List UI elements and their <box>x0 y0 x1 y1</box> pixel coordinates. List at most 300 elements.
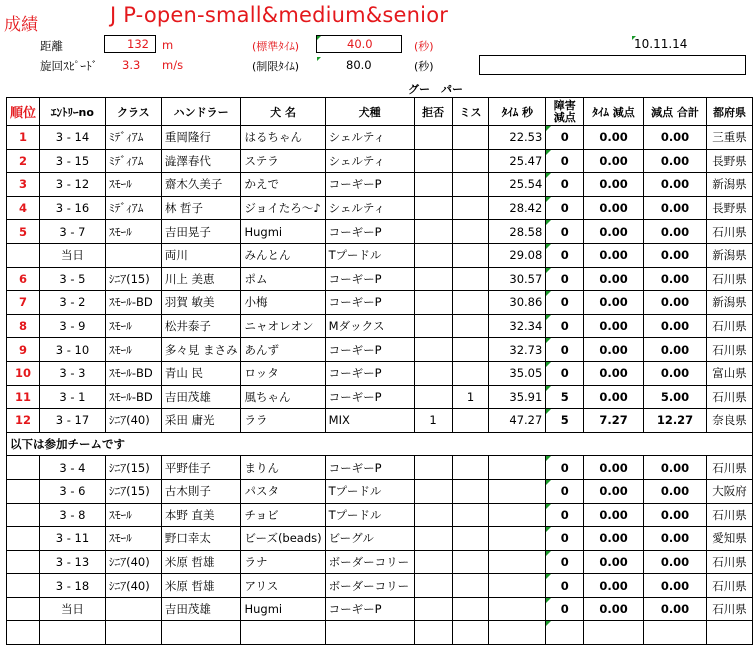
miss-cell <box>452 574 489 598</box>
distance-unit: m <box>162 38 174 52</box>
time-penalty-cell: 0.00 <box>584 527 644 551</box>
rank-cell <box>7 597 40 621</box>
class-cell: ｽﾓｰﾙ-BD <box>105 385 161 409</box>
entry-cell: 3 - 17 <box>40 409 106 433</box>
miss-cell <box>452 527 489 551</box>
handler-cell: 本野 直美 <box>161 503 241 527</box>
breed-cell: シェルティ <box>325 126 414 150</box>
total-cell: 0.00 <box>644 503 707 527</box>
entry-cell: 3 - 2 <box>40 291 106 315</box>
empty-cell <box>452 621 489 645</box>
table-row <box>7 361 753 385</box>
limit-time-unit: (秒) <box>414 60 434 73</box>
pref-cell: 奈良県 <box>706 409 752 433</box>
rank-cell: 11 <box>7 385 40 409</box>
pref-cell: 新潟県 <box>706 243 752 267</box>
pref-cell: 石川県 <box>706 338 752 362</box>
table-row <box>7 409 753 433</box>
obstacle-cell: 5 <box>546 385 584 409</box>
dog-cell: ラナ <box>241 550 325 574</box>
obstacle-cell: 0 <box>546 267 584 291</box>
table-row <box>7 550 753 574</box>
pref-cell: 石川県 <box>706 574 752 598</box>
col-miss: ミス <box>452 98 489 126</box>
obstacle-cell: 0 <box>546 574 584 598</box>
pref-cell: 三重県 <box>706 126 752 150</box>
rank-cell <box>7 503 40 527</box>
miss-cell <box>452 550 489 574</box>
miss-cell <box>452 456 489 480</box>
std-time-label: (標準ﾀｲﾑ) <box>252 40 300 53</box>
obstacle-cell: 0 <box>546 456 584 480</box>
entry-cell: 3 - 14 <box>40 126 106 150</box>
distance-value: 132 <box>127 37 149 51</box>
entry-cell: 3 - 16 <box>40 196 106 220</box>
refusal-cell <box>414 291 452 315</box>
obstacle-cell: 0 <box>546 550 584 574</box>
speed-value: 3.3 <box>122 58 141 72</box>
handler-cell: 采田 庸光 <box>161 409 241 433</box>
entry-cell: 当日 <box>40 597 106 621</box>
distance-input[interactable] <box>104 35 156 53</box>
total-cell: 0.00 <box>644 338 707 362</box>
class-cell: ｽﾓｰﾙ-BD <box>105 291 161 315</box>
refusal-cell <box>414 338 452 362</box>
handler-cell: 重岡隆行 <box>161 126 241 150</box>
class-cell: ﾐﾃﾞｨｱﾑ <box>105 149 161 173</box>
miss-cell <box>452 220 489 244</box>
obstacle-cell: 0 <box>546 503 584 527</box>
rank-cell: 7 <box>7 291 40 315</box>
table-row <box>7 267 753 291</box>
time-penalty-cell: 0.00 <box>584 456 644 480</box>
time-cell <box>489 574 546 598</box>
empty-cell <box>241 621 325 645</box>
dog-cell: 小梅 <box>241 291 325 315</box>
time-penalty-cell: 7.27 <box>584 409 644 433</box>
obstacle-cell: 0 <box>546 149 584 173</box>
speed-label: 旋回ｽﾋﾟｰﾄﾞ <box>40 59 98 73</box>
dog-cell: Hugmi <box>241 220 325 244</box>
total-cell: 0.00 <box>644 361 707 385</box>
rank-cell: 8 <box>7 314 40 338</box>
total-cell: 5.00 <box>644 385 707 409</box>
time-penalty-cell: 0.00 <box>584 267 644 291</box>
dog-cell: ニャオレオン <box>241 314 325 338</box>
obstacle-cell: 0 <box>546 126 584 150</box>
rank-cell: 4 <box>7 196 40 220</box>
refusal-cell <box>414 527 452 551</box>
total-cell: 12.27 <box>644 409 707 433</box>
table-row <box>7 479 753 503</box>
miss-cell <box>452 314 489 338</box>
refusal-cell <box>414 550 452 574</box>
total-cell: 0.00 <box>644 196 707 220</box>
time-cell: 28.58 <box>489 220 546 244</box>
miss-cell <box>452 409 489 433</box>
time-penalty-cell: 0.00 <box>584 550 644 574</box>
col-obstacle: 障害減点 <box>546 98 584 126</box>
entry-cell: 3 - 13 <box>40 550 106 574</box>
obstacle-cell: 0 <box>546 361 584 385</box>
handler-cell: 羽賀 敏美 <box>161 291 241 315</box>
rank-cell: 12 <box>7 409 40 433</box>
table-header-row <box>7 98 753 126</box>
event-title: J P-open-small&medium&senior <box>110 3 449 27</box>
col-class: クラス <box>105 98 161 126</box>
obstacle-cell: 0 <box>546 479 584 503</box>
miss-cell <box>452 126 489 150</box>
miss-cell <box>452 361 489 385</box>
miss-cell <box>452 149 489 173</box>
breed-cell: Tプードル <box>325 479 414 503</box>
table-row <box>7 503 753 527</box>
refusal-cell <box>414 149 452 173</box>
time-cell <box>489 479 546 503</box>
class-cell: ｽﾓｰﾙ <box>105 314 161 338</box>
breed-cell: Mダックス <box>325 314 414 338</box>
total-cell: 0.00 <box>644 126 707 150</box>
date-text: 10.11.14 <box>634 37 688 51</box>
dog-cell: Hugmi <box>241 597 325 621</box>
class-cell <box>105 243 161 267</box>
time-cell: 29.08 <box>489 243 546 267</box>
breed-cell: コーギーP <box>325 456 414 480</box>
rank-cell: 3 <box>7 173 40 197</box>
total-cell: 0.00 <box>644 220 707 244</box>
time-penalty-cell: 0.00 <box>584 173 644 197</box>
time-cell: 35.05 <box>489 361 546 385</box>
pref-cell: 石川県 <box>706 314 752 338</box>
table-row <box>7 574 753 598</box>
class-cell <box>105 597 161 621</box>
total-cell: 0.00 <box>644 479 707 503</box>
table-row <box>7 314 753 338</box>
pref-cell: 石川県 <box>706 597 752 621</box>
handler-cell: 古木則子 <box>161 479 241 503</box>
handler-cell: 齋木久美子 <box>161 173 241 197</box>
table-row <box>7 597 753 621</box>
table-row <box>7 456 753 480</box>
rank-cell <box>7 479 40 503</box>
dog-cell: ポム <box>241 267 325 291</box>
miss-cell <box>452 267 489 291</box>
time-cell <box>489 503 546 527</box>
entry-cell: 3 - 8 <box>40 503 106 527</box>
breed-cell: MIX <box>325 409 414 433</box>
pref-cell: 富山県 <box>706 361 752 385</box>
time-cell <box>489 527 546 551</box>
dog-cell: アリス <box>241 574 325 598</box>
time-cell: 32.73 <box>489 338 546 362</box>
total-cell: 0.00 <box>644 550 707 574</box>
handler-cell: 平野佳子 <box>161 456 241 480</box>
time-penalty-cell: 0.00 <box>584 243 644 267</box>
time-penalty-cell: 0.00 <box>584 126 644 150</box>
col-entry: ｴﾝﾄﾘｰno <box>40 98 106 126</box>
handler-cell: 吉田晃子 <box>161 220 241 244</box>
miss-cell <box>452 291 489 315</box>
handler-cell: 野口幸太 <box>161 527 241 551</box>
class-cell: ｼﾆｱ(15) <box>105 479 161 503</box>
total-cell: 0.00 <box>644 243 707 267</box>
obstacle-cell: 5 <box>546 409 584 433</box>
table-row <box>7 291 753 315</box>
total-cell: 0.00 <box>644 574 707 598</box>
handler-cell: 両川 <box>161 243 241 267</box>
pref-cell: 新潟県 <box>706 291 752 315</box>
pref-cell: 長野県 <box>706 196 752 220</box>
class-cell: ｼﾆｱ(15) <box>105 456 161 480</box>
breed-cell: コーギーP <box>325 291 414 315</box>
pref-cell: 石川県 <box>706 503 752 527</box>
rank-cell: 6 <box>7 267 40 291</box>
breed-cell: シェルティ <box>325 196 414 220</box>
time-penalty-cell: 0.00 <box>584 361 644 385</box>
miss-cell <box>452 338 489 362</box>
refusal-cell <box>414 173 452 197</box>
time-cell: 30.86 <box>489 291 546 315</box>
time-cell: 25.54 <box>489 173 546 197</box>
obstacle-cell: 0 <box>546 338 584 362</box>
time-cell: 47.27 <box>489 409 546 433</box>
dog-cell: ビーズ(beads) <box>241 527 325 551</box>
breed-cell: ビーグル <box>325 527 414 551</box>
refusal-cell: 1 <box>414 409 452 433</box>
col-total: 減点 合計 <box>644 98 707 126</box>
refusal-cell <box>414 314 452 338</box>
total-cell: 0.00 <box>644 291 707 315</box>
refusal-cell <box>414 574 452 598</box>
breed-cell: コーギーP <box>325 220 414 244</box>
class-cell: ｽﾓｰﾙ <box>105 338 161 362</box>
empty-row <box>7 621 753 645</box>
time-cell: 25.47 <box>489 149 546 173</box>
total-cell: 0.00 <box>644 173 707 197</box>
refusal-cell <box>414 456 452 480</box>
dog-cell: はるちゃん <box>241 126 325 150</box>
breed-cell: シェルティ <box>325 149 414 173</box>
class-cell: ｽﾓｰﾙ <box>105 220 161 244</box>
miss-cell <box>452 503 489 527</box>
handler-cell: 松井泰子 <box>161 314 241 338</box>
dog-cell: パスタ <box>241 479 325 503</box>
time-cell: 30.57 <box>489 267 546 291</box>
rank-cell: 2 <box>7 149 40 173</box>
total-cell: 0.00 <box>644 597 707 621</box>
breed-cell: Tプードル <box>325 503 414 527</box>
class-cell: ｼﾆｱ(40) <box>105 574 161 598</box>
cell-marker-icon <box>317 36 321 40</box>
dog-cell: ジョイたろ～♪ <box>241 196 325 220</box>
time-cell: 22.53 <box>489 126 546 150</box>
rank-cell <box>7 456 40 480</box>
entry-cell: 3 - 9 <box>40 314 106 338</box>
obstacle-cell: 0 <box>546 314 584 338</box>
class-cell: ｽﾓｰﾙ-BD <box>105 361 161 385</box>
dog-cell: ステラ <box>241 149 325 173</box>
empty-cell <box>489 621 546 645</box>
entry-cell: 3 - 4 <box>40 456 106 480</box>
class-cell: ﾐﾃﾞｨｱﾑ <box>105 126 161 150</box>
time-cell <box>489 550 546 574</box>
page-title: 成績 <box>4 15 38 35</box>
time-penalty-cell: 0.00 <box>584 503 644 527</box>
results-table <box>6 97 753 645</box>
table-row <box>7 173 753 197</box>
class-cell: ｼﾆｱ(40) <box>105 550 161 574</box>
breed-cell: ボーダーコリー <box>325 550 414 574</box>
speed-unit: m/s <box>162 58 184 72</box>
handler-cell: 澁澤春代 <box>161 149 241 173</box>
breed-cell: コーギーP <box>325 338 414 362</box>
obstacle-cell: 0 <box>546 291 584 315</box>
refusal-cell <box>414 126 452 150</box>
pref-cell: 石川県 <box>706 220 752 244</box>
pref-cell: 石川県 <box>706 267 752 291</box>
dog-cell: 風ちゃん <box>241 385 325 409</box>
section-row <box>7 432 753 456</box>
class-cell: ｼﾆｱ(15) <box>105 267 161 291</box>
total-cell: 0.00 <box>644 314 707 338</box>
entry-cell: 3 - 6 <box>40 479 106 503</box>
handler-cell: 吉田茂雄 <box>161 385 241 409</box>
obstacle-cell: 0 <box>546 597 584 621</box>
entry-cell: 3 - 10 <box>40 338 106 362</box>
obstacle-cell: 0 <box>546 527 584 551</box>
refusal-cell <box>414 385 452 409</box>
rank-cell: 10 <box>7 361 40 385</box>
handler-cell: 青山 民 <box>161 361 241 385</box>
empty-cell <box>161 621 241 645</box>
col-pref: 都府県 <box>706 98 752 126</box>
col-time: ﾀｲﾑ 秒 <box>489 98 546 126</box>
obstacle-cell: 0 <box>546 243 584 267</box>
total-cell: 0.00 <box>644 527 707 551</box>
refusal-cell <box>414 243 452 267</box>
empty-cell <box>325 621 414 645</box>
refusal-cell <box>414 196 452 220</box>
col-refusal: 拒否 <box>414 98 452 126</box>
time-cell: 32.34 <box>489 314 546 338</box>
pref-cell: 石川県 <box>706 456 752 480</box>
breed-cell: コーギーP <box>325 361 414 385</box>
class-cell: ﾐﾃﾞｨｱﾑ <box>105 196 161 220</box>
entry-cell: 3 - 5 <box>40 267 106 291</box>
obstacle-cell: 0 <box>546 196 584 220</box>
time-penalty-cell: 0.00 <box>584 338 644 362</box>
std-time-value: 40.0 <box>347 37 373 51</box>
entry-cell: 3 - 3 <box>40 361 106 385</box>
miss-cell <box>452 196 489 220</box>
table-row <box>7 220 753 244</box>
total-cell: 0.00 <box>644 456 707 480</box>
time-penalty-cell: 0.00 <box>584 314 644 338</box>
rank-cell <box>7 550 40 574</box>
dog-cell: まりん <box>241 456 325 480</box>
pref-cell: 長野県 <box>706 149 752 173</box>
entry-cell: 3 - 18 <box>40 574 106 598</box>
breed-cell: コーギーP <box>325 173 414 197</box>
handler-cell: 吉田茂雄 <box>161 597 241 621</box>
total-cell: 0.00 <box>644 267 707 291</box>
entry-cell: 3 - 15 <box>40 149 106 173</box>
col-handler: ハンドラー <box>161 98 241 126</box>
distance-label: 距離 <box>40 39 63 53</box>
table-row <box>7 385 753 409</box>
miss-cell <box>452 173 489 197</box>
handler-cell: 川上 美恵 <box>161 267 241 291</box>
time-cell <box>489 456 546 480</box>
time-penalty-cell: 0.00 <box>584 597 644 621</box>
entry-cell: 3 - 1 <box>40 385 106 409</box>
empty-cell <box>644 621 707 645</box>
class-cell: ｼﾆｱ(40) <box>105 409 161 433</box>
rank-cell <box>7 527 40 551</box>
time-penalty-cell: 0.00 <box>584 196 644 220</box>
total-cell: 0.00 <box>644 149 707 173</box>
limit-time-value: 80.0 <box>346 58 372 72</box>
class-cell: ｽﾓｰﾙ <box>105 527 161 551</box>
entry-cell: 当日 <box>40 243 106 267</box>
miss-cell <box>452 597 489 621</box>
col-breed: 犬種 <box>325 98 414 126</box>
refusal-cell <box>414 220 452 244</box>
group-label: グー パー <box>408 83 463 96</box>
breed-cell: コーギーP <box>325 597 414 621</box>
breed-cell: コーギーP <box>325 385 414 409</box>
empty-cell <box>414 621 452 645</box>
time-penalty-cell: 0.00 <box>584 574 644 598</box>
note-input[interactable] <box>479 55 746 75</box>
table-row <box>7 527 753 551</box>
dog-cell: チョビ <box>241 503 325 527</box>
pref-cell: 大阪府 <box>706 479 752 503</box>
time-cell <box>489 597 546 621</box>
dog-cell: ロッタ <box>241 361 325 385</box>
obstacle-cell: 0 <box>546 173 584 197</box>
pref-cell: 石川県 <box>706 550 752 574</box>
breed-cell: ボーダーコリー <box>325 574 414 598</box>
dog-cell: あんず <box>241 338 325 362</box>
cell-marker-icon <box>317 57 321 61</box>
std-time-unit: (秒) <box>414 40 434 53</box>
handler-cell: 林 哲子 <box>161 196 241 220</box>
miss-cell <box>452 479 489 503</box>
empty-cell <box>546 621 584 645</box>
refusal-cell <box>414 503 452 527</box>
refusal-cell <box>414 597 452 621</box>
entry-cell: 3 - 12 <box>40 173 106 197</box>
entry-cell: 3 - 7 <box>40 220 106 244</box>
table-row <box>7 126 753 150</box>
time-cell: 35.91 <box>489 385 546 409</box>
empty-cell <box>105 621 161 645</box>
obstacle-cell: 0 <box>546 220 584 244</box>
section-label: 以下は参加チームです <box>7 432 753 456</box>
refusal-cell <box>414 267 452 291</box>
table-row <box>7 149 753 173</box>
std-time-input[interactable] <box>316 35 402 53</box>
breed-cell: Tプードル <box>325 243 414 267</box>
time-penalty-cell: 0.00 <box>584 385 644 409</box>
dog-cell: みんとん <box>241 243 325 267</box>
time-cell: 28.42 <box>489 196 546 220</box>
empty-cell <box>584 621 644 645</box>
rank-cell <box>7 243 40 267</box>
table-row <box>7 243 753 267</box>
empty-cell <box>7 621 40 645</box>
